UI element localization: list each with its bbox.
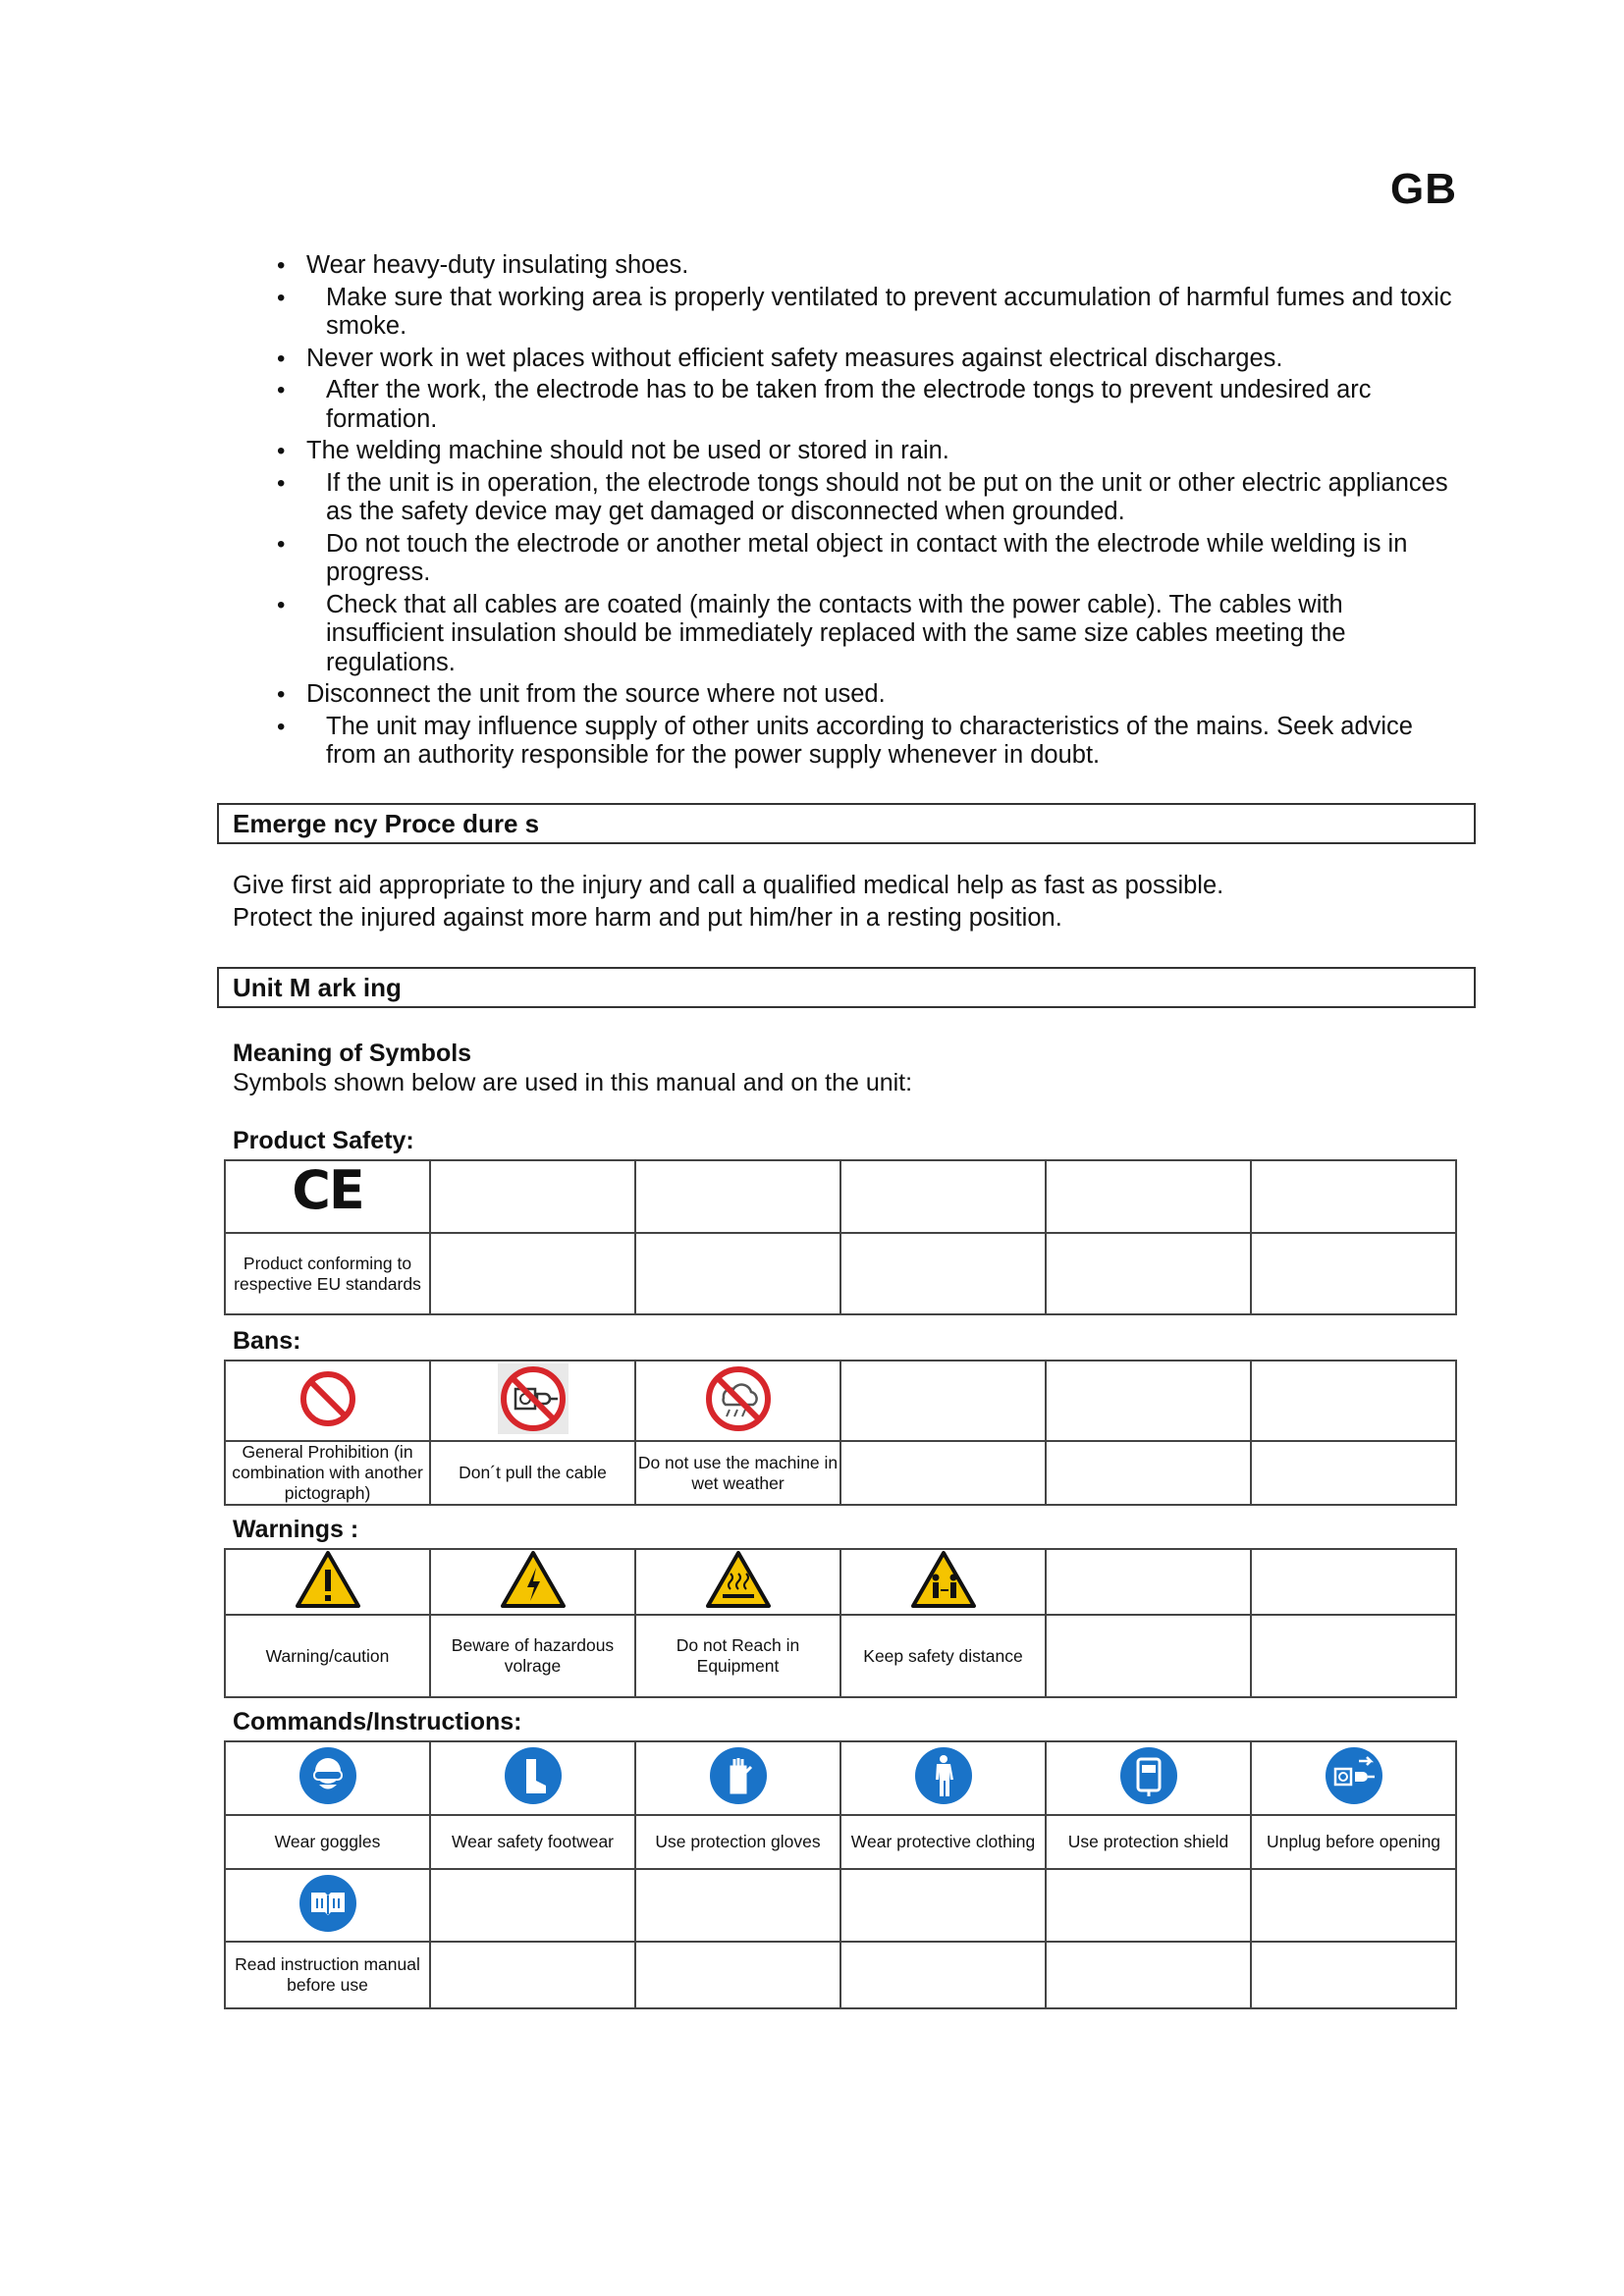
symbol-cell: [635, 1361, 840, 1441]
unplug-icon: [1324, 1745, 1384, 1806]
symbol-cell: [840, 1549, 1046, 1615]
symbol-caption: Wear protective clothing: [840, 1815, 1046, 1869]
symbol-caption: Keep safety distance: [840, 1615, 1046, 1697]
bullet-item: • The welding machine should not be used or stored in rain.: [277, 437, 1455, 466]
emergency-text: [233, 870, 1223, 934]
symbol-cell: [430, 1741, 635, 1815]
commands-title: Commands/Instructions:: [233, 1708, 522, 1735]
symbol-caption: Use protection gloves: [635, 1815, 840, 1869]
symbol-cell: [840, 1741, 1046, 1815]
symbol-caption: General Prohibition (in combination with another pictograph): [225, 1441, 430, 1505]
meaning-title: Meaning of Symbols: [233, 1040, 472, 1067]
safety-footwear-icon: [503, 1745, 564, 1806]
hot-surface-icon: [705, 1550, 772, 1609]
bullet-item: • The unit may influence supply of other units according to characteristics of the mains. Seek advice from an authority responsible for the power supply whenever in doubt.: [277, 713, 1455, 771]
safety-bullet-list: [277, 251, 1455, 774]
symbol-caption: Beware of hazardous volrage: [430, 1615, 635, 1697]
commands-table: [224, 1740, 1457, 2009]
protective-clothing-icon: [913, 1745, 974, 1806]
language-code: GB: [1390, 165, 1457, 213]
bullet-item: • Never work in wet places without efficient safety measures against electrical discharges.: [277, 345, 1455, 374]
ce-mark-icon: CE: [292, 1159, 363, 1221]
warnings-title: Warnings :: [233, 1516, 359, 1543]
symbol-cell: [430, 1549, 635, 1615]
symbol-cell: [1046, 1741, 1251, 1815]
symbol-cell: [635, 1549, 840, 1615]
product-safety-table: [224, 1159, 1457, 1315]
bullet-item: • Check that all cables are coated (mainly the contacts with the power cable). The cables with insufficient insulation should be immediately replaced with the same size cables meeting the regulations.: [277, 591, 1455, 678]
symbol-caption: Unplug before opening: [1251, 1815, 1456, 1869]
prohibition-icon: [298, 1369, 357, 1428]
emergency-line: Give first aid appropriate to the injury and call a qualified medical help as fast as possible.: [233, 872, 1224, 899]
symbol-caption: Product conforming to respective EU standards: [225, 1233, 430, 1314]
warnings-table: [224, 1548, 1457, 1698]
symbol-caption: Do not Reach in Equipment: [635, 1615, 840, 1697]
bans-title: Bans:: [233, 1327, 301, 1355]
symbol-caption: Do not use the machine in wet weather: [635, 1441, 840, 1505]
symbol-caption: Wear goggles: [225, 1815, 430, 1869]
read-manual-icon: [298, 1873, 358, 1934]
protection-shield-icon: [1118, 1745, 1179, 1806]
emergency-heading: Emerge ncy Proce dure s: [217, 803, 1476, 844]
symbol-caption: Wear safety footwear: [430, 1815, 635, 1869]
symbol-caption: Warning/caution: [225, 1615, 430, 1697]
symbol-cell: [225, 1741, 430, 1815]
bullet-item: • If the unit is in operation, the electrode tongs should not be put on the unit or other electric appliances as the safety device may get damaged or disconnected when grounded.: [277, 469, 1455, 527]
bullet-item: • Disconnect the unit from the source where not used.: [277, 680, 1455, 710]
safety-distance-icon: [910, 1550, 977, 1609]
bullet-item: • After the work, the electrode has to be taken from the electrode tongs to prevent undesired arc formation.: [277, 376, 1455, 434]
no-pull-cable-icon: [497, 1362, 569, 1435]
emergency-line: Protect the injured against more harm and put him/her in a resting position.: [233, 904, 1062, 932]
symbol-caption: Don´t pull the cable: [430, 1441, 635, 1505]
symbol-cell: [635, 1741, 840, 1815]
symbol-cell: [1251, 1741, 1456, 1815]
symbol-cell: [430, 1361, 635, 1441]
goggles-icon: [298, 1745, 358, 1806]
product-safety-title: Product Safety:: [233, 1127, 414, 1154]
no-wet-weather-icon: [704, 1364, 773, 1433]
high-voltage-icon: [500, 1550, 567, 1609]
meaning-text: Symbols shown below are used in this manual and on the unit:: [233, 1069, 913, 1096]
symbol-cell: [225, 1869, 430, 1942]
warning-triangle-icon: [295, 1550, 361, 1609]
bullet-item: • Make sure that working area is properly ventilated to prevent accumulation of harmful fumes and toxic smoke.: [277, 284, 1455, 342]
unit-marking-heading: Unit M ark ing: [217, 967, 1476, 1008]
symbol-cell: [225, 1361, 430, 1441]
bullet-item: • Do not touch the electrode or another metal object in contact with the electrode while welding is in progress.: [277, 530, 1455, 588]
bans-table: [224, 1360, 1457, 1506]
bullet-item: • Wear heavy-duty insulating shoes.: [277, 251, 1455, 281]
symbol-caption: Read instruction manual before use: [225, 1942, 430, 2008]
protection-gloves-icon: [708, 1745, 769, 1806]
symbol-caption: Use protection shield: [1046, 1815, 1251, 1869]
symbol-cell: [225, 1549, 430, 1615]
symbol-cell: [225, 1160, 430, 1233]
